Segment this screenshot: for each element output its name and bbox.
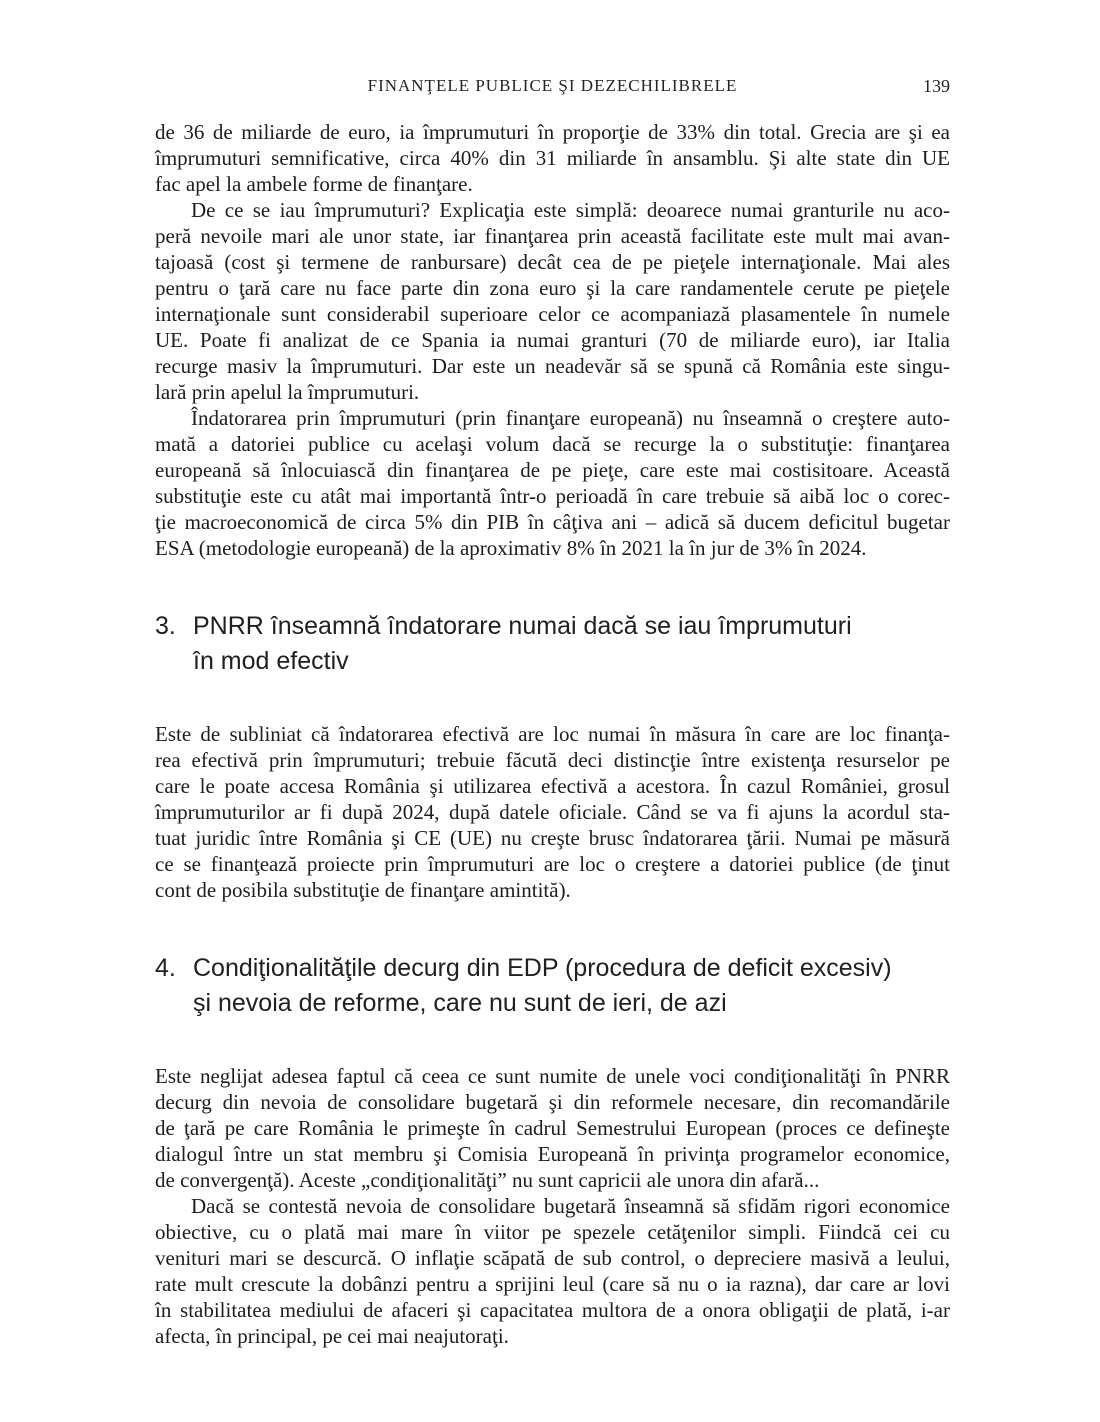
text-line: rate mult crescute la dobânzi pentru a sprijini leul (care să nu o ia razna), dar care ar lovi	[155, 1272, 950, 1296]
text-line: De ce se iau împrumuturi? Explicaţia este simplă: deoarece numai granturile nu aco-	[191, 198, 950, 222]
text-line: împrumuturilor ar fi după 2024, după datele oficiale. Când se va fi ajuns la acordul sta-	[155, 800, 950, 824]
text-line: împrumuturi semnificative, circa 40% din 31 miliarde în ansamblu. Şi alte state din UE	[155, 146, 950, 170]
page-number: 139	[923, 76, 950, 96]
heading-line: şi nevoia de reforme, care nu sunt de ieri, de azi	[193, 989, 727, 1017]
text-line: ce se finanţează proiecte prin împrumuturi are loc o creştere a datoriei publice (de ţinut	[155, 852, 950, 876]
paragraph	[155, 1063, 950, 1193]
text-line: Este de subliniat că îndatorarea efectivă are loc numai în măsura în care are loc finanţa-	[155, 722, 950, 746]
heading-number: 3.	[155, 612, 176, 640]
text-line: în stabilitatea mediului de afaceri şi capacitatea multora de a onora obligaţii de plată, i-ar	[155, 1298, 950, 1322]
paragraph	[155, 721, 950, 903]
heading-text	[193, 609, 950, 679]
text-line: cont de posibila substituţie de finanţare amintită).	[155, 878, 571, 902]
text-line: tuat juridic între România şi CE (UE) nu creşte brusc îndatorarea ţării. Numai pe măsură	[155, 826, 950, 850]
text-line: venituri mari se descurcă. O inflaţie scăpată de sub control, o depreciere masivă a leului,	[155, 1246, 950, 1270]
text-line: decurg din nevoia de consolidare bugetară şi din reformele necesare, din recomandările	[155, 1090, 950, 1114]
paragraph	[155, 1193, 950, 1349]
running-header	[155, 76, 950, 100]
text-line: Îndatorarea prin împrumuturi (prin finanţare europeană) nu înseamnă o creştere auto-	[191, 406, 950, 430]
heading-line: PNRR înseamnă îndatorare numai dacă se iau împrumuturi	[193, 612, 852, 640]
text-line: lară prin apelul la împrumuturi.	[155, 380, 420, 404]
paragraph	[155, 197, 950, 405]
heading-line: Condiţionalităţile decurg din EDP (procedura de deficit excesiv)	[193, 954, 892, 982]
text-line: obiective, cu o plată mai mare în viitor pe spezele cetăţenilor simpli. Fiindcă cei cu	[155, 1220, 950, 1244]
section-heading	[155, 951, 950, 1021]
text-line: afecta, în principal, pe cei mai neajutoraţi.	[155, 1324, 509, 1348]
heading-text	[193, 951, 950, 1021]
text-line: recurge masiv la împrumuturi. Dar este un neadevăr să se spună că România este singu-	[155, 354, 950, 378]
paragraph	[155, 119, 950, 197]
text-line: mată a datoriei publice cu acelaşi volum dacă se recurge la o substituţie: finanţarea	[155, 432, 950, 456]
text-line: de ţară pe care România le primeşte în cadrul Semestrului European (proces ce defineşte	[155, 1116, 950, 1140]
section-heading	[155, 609, 950, 679]
text-line: ţie macroeconomică de circa 5% din PIB în câţiva ani – adică să ducem deficitul bugetar	[155, 510, 950, 534]
text-line: internaţionale sunt considerabil superioare celor ce acompaniază plasamentele în numele	[155, 302, 950, 326]
text-line: UE. Poate fi analizat de ce Spania ia numai granturi (70 de miliarde euro), iar Italia	[155, 328, 950, 352]
text-line: de 36 de miliarde de euro, ia împrumuturi în proporţie de 33% din total. Grecia are şi ea	[155, 120, 950, 144]
text-line: tajoasă (cost şi termene de ranbursare) decât cea de pe pieţele internaţionale. Mai ales	[155, 250, 950, 274]
paragraph	[155, 405, 950, 561]
heading-line: în mod efectiv	[193, 647, 349, 675]
text-line: europeană să înlocuiască din finanţarea de pe pieţe, care este mai costisitoare. Această	[155, 458, 950, 482]
text-line: fac apel la ambele forme de finanţare.	[155, 172, 473, 196]
text-line: peră nevoile mari ale unor state, iar finanţarea prin această facilitate este mult mai avan-	[155, 224, 950, 248]
page-content	[155, 119, 950, 1349]
text-line: dialogul între un stat membru şi Comisia Europeană în privinţa programelor economice,	[155, 1142, 950, 1166]
running-header-title: FINANŢELE PUBLICE ŞI DEZECHILIBRELE	[367, 76, 738, 95]
text-line: care le poate accesa România şi utilizarea efectivă a acestora. În cazul României, grosul	[155, 774, 950, 798]
heading-number: 4.	[155, 954, 176, 982]
text-line: pentru o ţară care nu face parte din zona euro şi la care randamentele cerute pe pieţele	[155, 276, 950, 300]
text-line: rea efectivă prin împrumuturi; trebuie făcută deci distincţie între existenţa resurselor pe	[155, 748, 950, 772]
text-line: de convergenţă). Aceste „condiţionalităţi” nu sunt capricii ale unora din afară...	[155, 1168, 820, 1192]
text-line: substituţie este cu atât mai importantă într-o perioadă în care trebuie să aibă loc o corec-	[155, 484, 950, 508]
text-line: Dacă se contestă nevoia de consolidare bugetară înseamnă să sfidăm rigori economice	[191, 1194, 950, 1218]
text-line: ESA (metodologie europeană) de la aproximativ 8% în 2021 la în jur de 3% în 2024.	[155, 536, 867, 560]
text-line: Este neglijat adesea faptul că ceea ce sunt numite de unele voci condiţionalităţi în PNRR	[155, 1064, 950, 1088]
